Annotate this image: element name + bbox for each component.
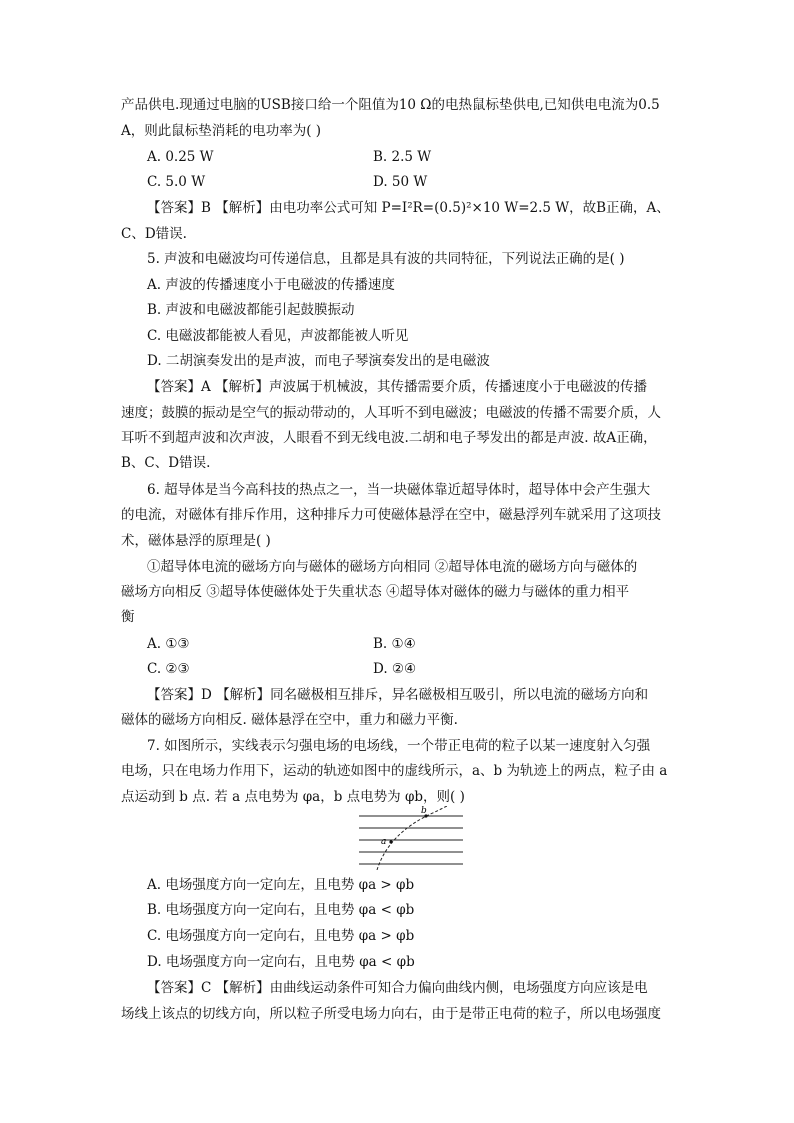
q7-stem-line3: 点运动到 b 点. 若 a 点电势为 φa，b 点电势为 φb，则( ) [121, 789, 465, 805]
q5-answer-line4: B、C、D错误. [121, 455, 211, 471]
q5-answer-line3: 耳听不到超声波和次声波，人眼看不到无线电波.二胡和电子琴发出的都是声波. 故A正确， [121, 430, 657, 446]
q6-stem-line2: 的电流，对磁体有排斥作用，这种排斥力可使磁体悬浮在空中，磁悬浮列车就采用了这项技 [121, 507, 661, 523]
q7-stem-line1: 7. 如图所示，实线表示匀强电场的电场线，一个带正电荷的粒子以某一速度射入匀强 [147, 738, 651, 754]
q6-statement-line3: 衡 [121, 609, 135, 625]
q4-option-c: C. 5.0 W [147, 174, 206, 190]
q6-stem-line1: 6. 超导体是当今高科技的热点之一，当一块磁体靠近超导体时，超导体中会产生强大 [147, 482, 651, 498]
q4-answer-line2: C、D错误. [121, 226, 187, 242]
q5-answer-line2: 速度；鼓膜的振动是空气的振动带动的，人耳听不到电磁波；电磁波的传播不需要介质，人 [121, 405, 661, 421]
q4-stem-line2: A，则此鼠标垫消耗的电功率为( ) [121, 123, 322, 139]
q7-option-b: B. 电场强度方向一定向右，且电势 φa < φb [147, 902, 415, 918]
q5-stem: 5. 声波和电磁波均可传递信息，且都是具有波的共同特征，下列说法正确的是( ) [147, 251, 625, 267]
q5-option-a: A. 声波的传播速度小于电磁波的传播速度 [147, 277, 395, 293]
q6-option-c: C. ②③ [147, 661, 190, 677]
q7-stem-line2: 电场，只在电场力作用下，运动的轨迹如图中的虚线所示，a、b 为轨迹上的两点，粒子由 a [121, 763, 668, 779]
electric-field-figure [355, 806, 467, 870]
q4-option-a: A. 0.25 W [147, 149, 214, 165]
q7-option-c: C. 电场强度方向一定向右，且电势 φa > φb [147, 928, 415, 944]
q6-statement-line2: 磁场方向相反 ③超导体使磁体处于失重状态 ④超导体对磁体的磁力与磁体的重力相平 [121, 584, 630, 600]
q5-answer-line1: 【答案】A 【解析】声波属于机械波，其传播需要介质，传播速度小于电磁波的传播 [147, 379, 648, 395]
q4-option-d: D. 50 W [373, 174, 428, 190]
point-a-dot [389, 840, 392, 843]
q5-option-c: C. 电磁波都能被人看见，声波都能被人听见 [147, 328, 409, 344]
q7-answer-line2: 场线上该点的切线方向，所以粒子所受电场力向右，由于是带正电荷的粒子，所以电场强度 [121, 1006, 661, 1022]
q4-option-b: B. 2.5 W [373, 149, 432, 165]
q6-option-a: A. ①③ [147, 636, 190, 652]
q7-option-a: A. 电场强度方向一定向左，且电势 φa > φb [147, 877, 415, 893]
q7-answer-line1: 【答案】C 【解析】由曲线运动条件可知合力偏向曲线内侧，电场强度方向应该是电 [147, 980, 648, 996]
q4-stem-line1: 产品供电.现通过电脑的USB接口给一个阻值为10 Ω的电热鼠标垫供电,已知供电电流为0.5 [121, 97, 660, 113]
q6-option-d: D. ②④ [373, 661, 417, 677]
point-b-label: b [421, 806, 427, 816]
q5-option-d: D. 二胡演奏发出的是声波，而电子琴演奏发出的是电磁波 [147, 353, 490, 369]
q6-answer-line1: 【答案】D 【解析】同名磁极相互排斥，异名磁极相互吸引，所以电流的磁场方向和 [147, 687, 649, 703]
point-a-label: a [381, 837, 387, 847]
q6-answer-line2: 磁体的磁场方向相反. 磁体悬浮在空中，重力和磁力平衡. [121, 712, 458, 728]
q7-option-d: D. 电场强度方向一定向右，且电势 φa < φb [147, 954, 415, 970]
q6-option-b: B. ①④ [373, 636, 416, 652]
q5-option-b: B. 声波和电磁波都能引起鼓膜振动 [147, 302, 355, 318]
q6-stem-line3: 术，磁体悬浮的原理是( ) [121, 533, 271, 549]
q6-statement-line1: ①超导体电流的磁场方向与磁体的磁场方向相同 ②超导体电流的磁场方向与磁体的 [147, 559, 638, 575]
q4-answer-line1: 【答案】B 【解析】由电功率公式可知 P=I²R=(0.5)²×10 W=2.5 W，故B正确，A、 [147, 200, 670, 216]
